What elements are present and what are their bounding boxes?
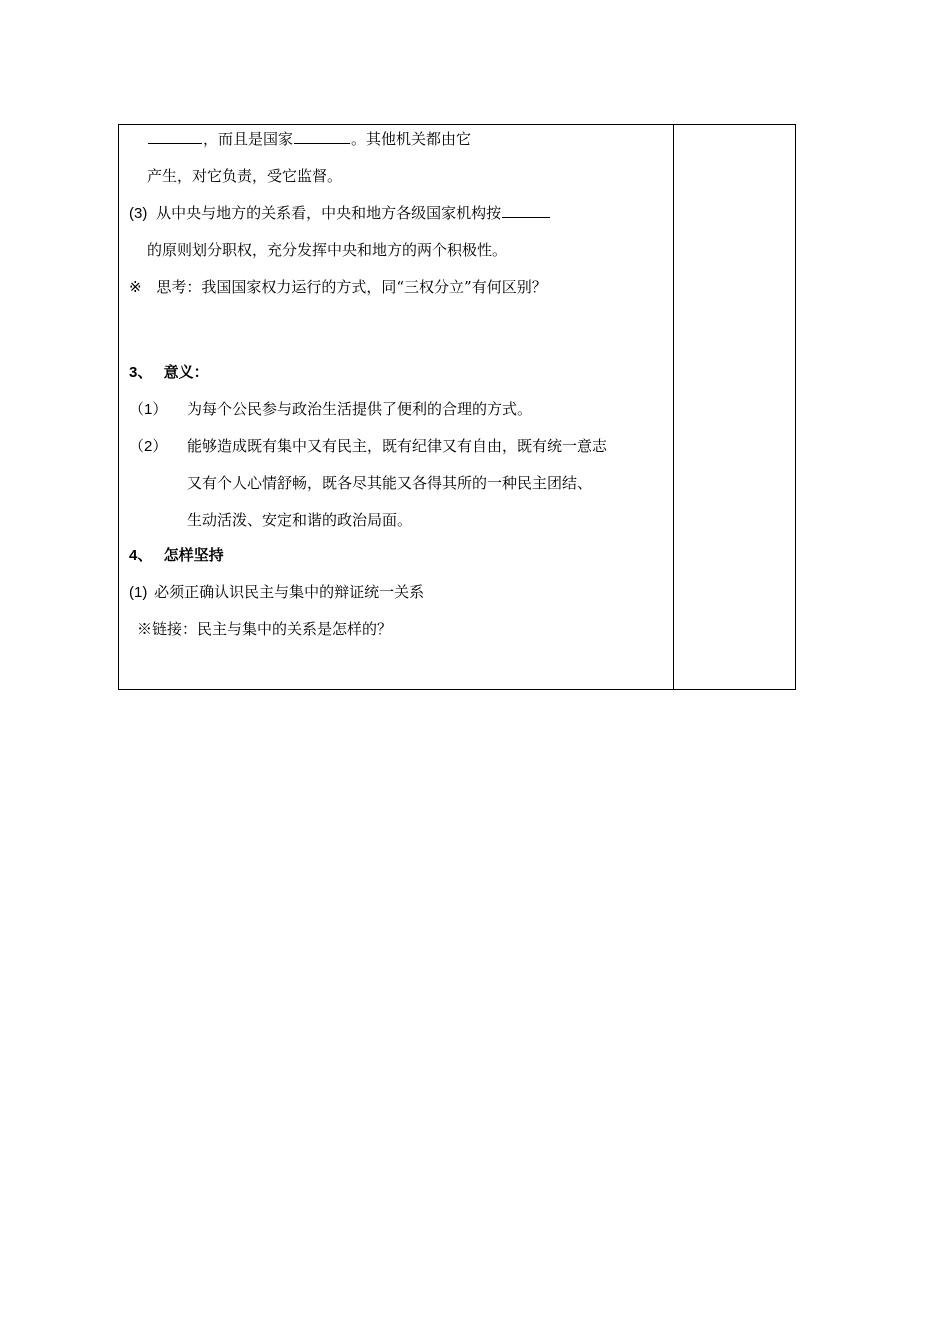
link-note: ※链接：民主与集中的关系是怎样的？ — [137, 620, 393, 638]
point-1-text: 为每个公民参与政治生活提供了便利的合理的方式。 — [187, 400, 533, 418]
section-4-heading — [129, 545, 224, 566]
line-1-pre: ，而且是国家 — [203, 130, 294, 148]
point-2-text-1: 能够造成既有集中又有民主，既有纪律又有自由，既有统一意志 — [187, 437, 608, 455]
point-2-text-2: 又有个人心情舒畅，既各尽其能又各得其所的一种民主团结、 — [187, 474, 593, 492]
notes-cell — [674, 125, 795, 689]
content-table — [118, 124, 796, 690]
blank-2 — [294, 129, 350, 144]
reference-mark: ※ — [129, 278, 142, 296]
section-3-title: 意义： — [163, 363, 209, 381]
point-2 — [129, 436, 167, 457]
line-3-num: (3) — [129, 205, 148, 222]
line-1 — [147, 129, 471, 149]
section-3-number: 3、 — [129, 364, 153, 381]
blank-1 — [148, 129, 202, 144]
section-4-number: 4、 — [129, 547, 153, 564]
question-1-number: (1) — [129, 584, 148, 601]
line-1-post: 。其他机关都由它 — [351, 130, 472, 148]
point-2-text-3: 生动活泼、安定和谐的政治局面。 — [187, 511, 413, 529]
section-4-title: 怎样坚持 — [163, 546, 224, 564]
question-1 — [129, 582, 424, 603]
line-5 — [129, 277, 547, 297]
point-2-number: （2） — [129, 438, 168, 455]
line-2: 产生，对它负责，受它监督。 — [147, 167, 343, 185]
point-1 — [129, 399, 167, 420]
line-5-text: 思考：我国国家权力运行的方式，同“三权分立”有何区别？ — [156, 278, 547, 296]
line-3 — [129, 203, 551, 224]
blank-3 — [502, 203, 550, 218]
main-cell — [119, 125, 673, 689]
section-3-heading — [129, 362, 209, 383]
line-4: 的原则划分职权，充分发挥中央和地方的两个积极性。 — [147, 241, 508, 259]
point-1-number: （1） — [129, 401, 168, 418]
line-3-text: 从中央与地方的关系看，中央和地方各级国家机构按 — [156, 204, 502, 222]
question-1-text: 必须正确认识民主与集中的辩证统一关系 — [154, 583, 425, 601]
